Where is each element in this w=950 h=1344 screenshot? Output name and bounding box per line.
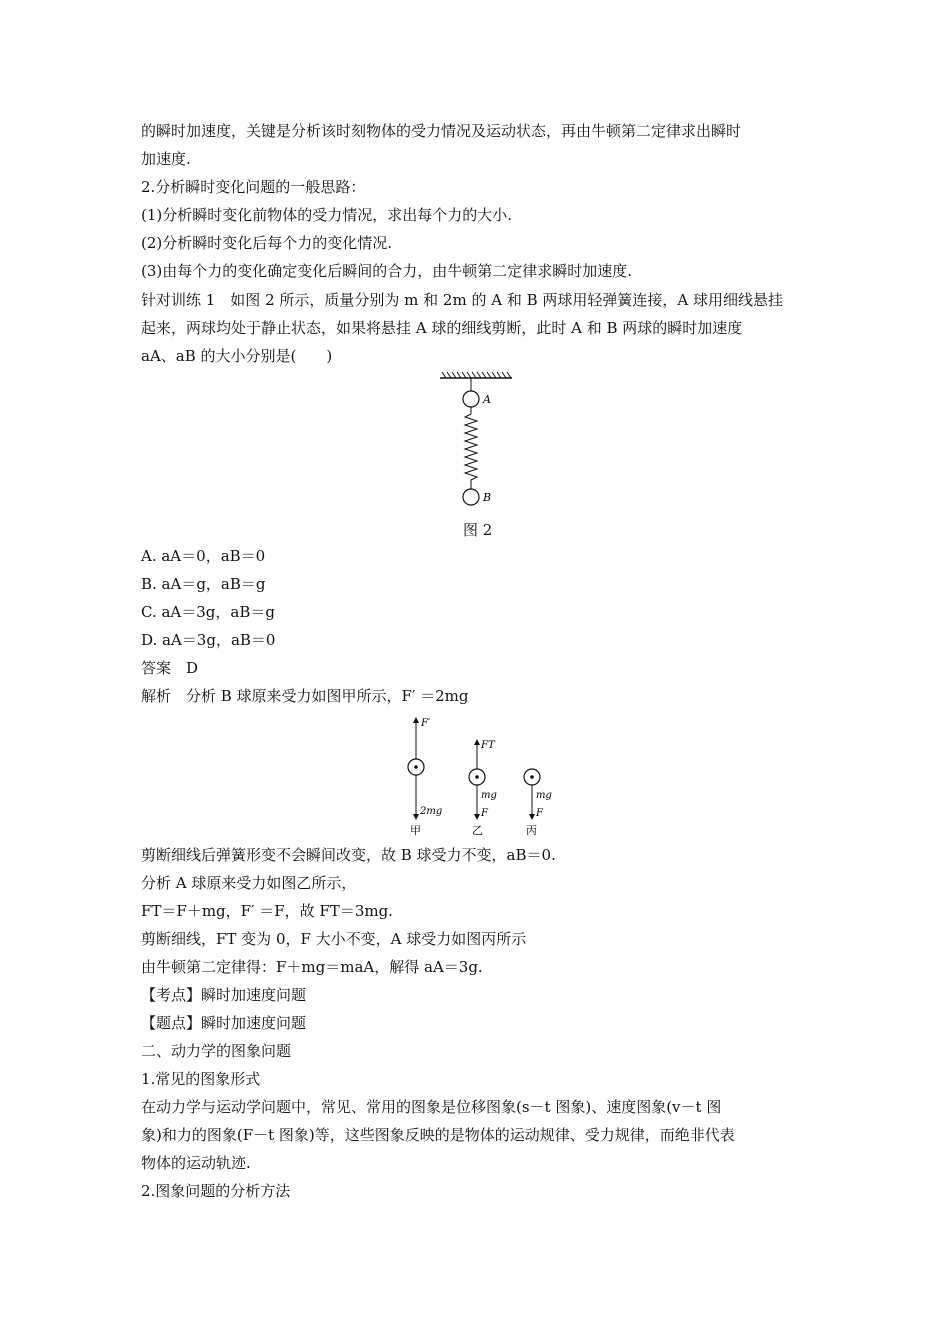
option-c: C. aA＝3g，aB＝g bbox=[141, 603, 275, 621]
paragraph-line: 象)和力的图象(F－t 图象)等，这些图象反映的是物体的运动规律、受力规律，而绝非代表 bbox=[141, 1126, 735, 1144]
analysis-line: 分析 A 球原来受力如图乙所示， bbox=[141, 874, 357, 892]
spring bbox=[465, 414, 477, 480]
label-mg-bing: mg bbox=[536, 790, 552, 801]
section-heading: 二、动力学的图象问题 bbox=[141, 1042, 292, 1060]
paragraph-line: 的瞬时加速度，关键是分析该时刻物体的受力情况及运动状态，再由牛顿第二定律求出瞬时 bbox=[141, 122, 742, 140]
label-jia: 甲 bbox=[410, 824, 421, 837]
force-diagrams bbox=[370, 712, 570, 840]
list-item: (2)分析瞬时变化后每个力的变化情况. bbox=[141, 234, 393, 252]
label-ft: FT bbox=[481, 740, 495, 751]
ball-b bbox=[463, 489, 479, 505]
analysis-line: 剪断细线后弹簧形变不会瞬间改变，故 B 球受力不变，aB＝0. bbox=[141, 846, 556, 864]
question-line: 起来，两球均处于静止状态，如果将悬挂 A 球的细线剪断，此时 A 和 B 两球的瞬时加速度 bbox=[141, 319, 743, 337]
ball-a bbox=[463, 391, 479, 407]
paragraph-line: 物体的运动轨迹. bbox=[141, 1154, 251, 1172]
answer-line: 答案 D bbox=[141, 659, 199, 677]
label-f-yi: F bbox=[481, 808, 488, 819]
question-line: 针对训练 1 如图 2 所示，质量分别为 m 和 2m 的 A 和 B 两球用轻弹簧连接，A 球用细线悬挂 bbox=[141, 291, 783, 309]
analysis-line: 解析 分析 B 球原来受力如图甲所示，F′ ＝2mg bbox=[141, 687, 469, 705]
paragraph-line: 在动力学与运动学问题中，常见、常用的图象是位移图象(s－t 图象)、速度图象(v－t 图 bbox=[141, 1098, 722, 1116]
label-2mg: 2mg bbox=[420, 806, 443, 817]
label-mg-yi: mg bbox=[481, 790, 497, 801]
analysis-line: FT＝F＋mg，F′ ＝F，故 FT＝3mg. bbox=[141, 902, 393, 920]
option-d: D. aA＝3g，aB＝0 bbox=[141, 631, 276, 649]
list-item: (3)由每个力的变化确定变化后瞬间的合力，由牛顿第二定律求瞬时加速度. bbox=[141, 262, 633, 280]
label-f-bing: F bbox=[536, 808, 543, 819]
figure-caption: 图 2 bbox=[463, 521, 493, 539]
analysis-line: 由牛顿第二定律得：F＋mg＝maA，解得 aA＝3g. bbox=[141, 958, 483, 976]
list-item: (1)分析瞬时变化前物体的受力情况，求出每个力的大小. bbox=[141, 206, 513, 224]
label-a: A bbox=[483, 393, 491, 406]
option-a: A. aA＝0，aB＝0 bbox=[141, 547, 266, 565]
label-yi: 乙 bbox=[472, 824, 483, 837]
label-bing: 丙 bbox=[526, 824, 537, 837]
label-f-prime: F′ bbox=[421, 718, 431, 729]
paragraph-line: 加速度. bbox=[141, 150, 191, 168]
section-heading: 2.分析瞬时变化问题的一般思路： bbox=[141, 178, 366, 196]
subsection-heading: 1.常见的图象形式 bbox=[141, 1070, 261, 1088]
question-line: aA、aB 的大小分别是( ) bbox=[141, 347, 333, 365]
label-b: B bbox=[483, 491, 492, 504]
figure-2-diagram bbox=[430, 370, 530, 510]
option-b: B. aA＝g，aB＝g bbox=[141, 575, 266, 593]
topic-tag: 【题点】瞬时加速度问题 bbox=[141, 1014, 307, 1032]
topic-tag: 【考点】瞬时加速度问题 bbox=[141, 986, 307, 1004]
analysis-line: 剪断细线，FT 变为 0，F 大小不变，A 球受力如图丙所示 bbox=[141, 930, 527, 948]
subsection-heading: 2.图象问题的分析方法 bbox=[141, 1182, 291, 1200]
